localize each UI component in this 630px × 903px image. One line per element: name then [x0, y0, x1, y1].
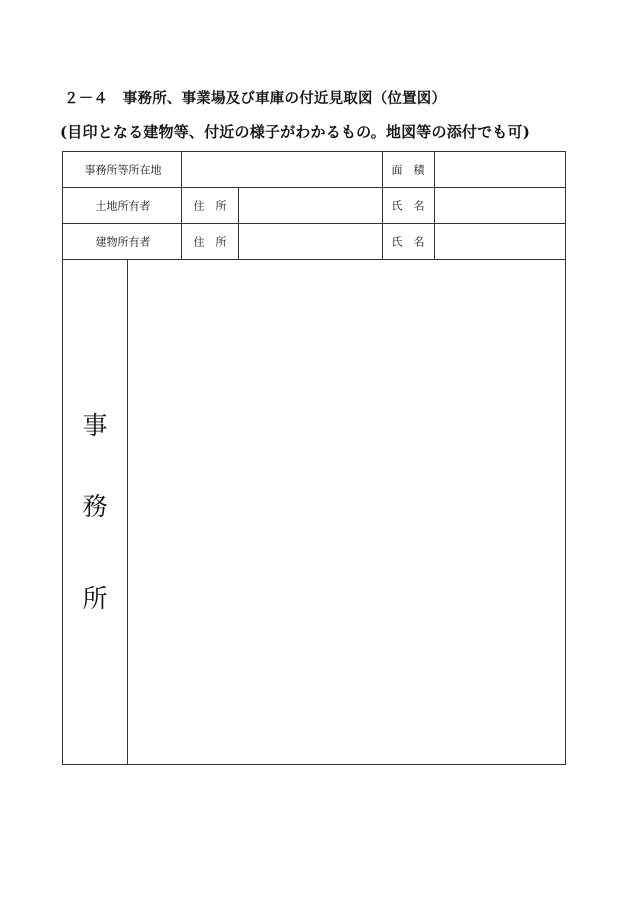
land-owner-label: 土地所有者	[95, 199, 151, 213]
land-owner-address-field[interactable]	[240, 189, 381, 222]
row-divider	[63, 223, 565, 224]
office-location-label: 事務所等所在地	[84, 163, 162, 177]
building-owner-address-label: 住 所	[193, 235, 227, 249]
area-field[interactable]	[436, 153, 564, 186]
form-title: ２－４ 事務所、事業場及び車庫の付近見取図（位置図）	[64, 90, 447, 107]
column-divider	[434, 152, 435, 259]
land-owner-name-label: 氏 名	[391, 199, 425, 213]
office-vertical-label-char: 務	[82, 492, 108, 521]
row-divider	[63, 187, 565, 188]
map-drawing-area[interactable]	[128, 260, 565, 764]
location-map-form	[62, 151, 566, 765]
land-owner-name-field[interactable]	[436, 189, 564, 222]
office-location-field[interactable]	[183, 153, 381, 186]
form-instructions: (目印となる建物等、付近の様子がわかるもの。地図等の添付でも可)	[60, 123, 530, 141]
building-owner-address-field[interactable]	[240, 225, 381, 258]
office-vertical-label-char: 事	[82, 411, 108, 440]
building-owner-name-field[interactable]	[436, 225, 564, 258]
building-owner-name-label: 氏 名	[391, 235, 425, 249]
office-vertical-label-char: 所	[82, 584, 108, 613]
building-owner-label: 建物所有者	[95, 235, 151, 249]
column-divider	[382, 152, 383, 259]
land-owner-address-label: 住 所	[193, 199, 227, 213]
area-label: 面 積	[391, 163, 425, 177]
column-divider	[181, 152, 182, 259]
column-divider	[238, 187, 239, 259]
